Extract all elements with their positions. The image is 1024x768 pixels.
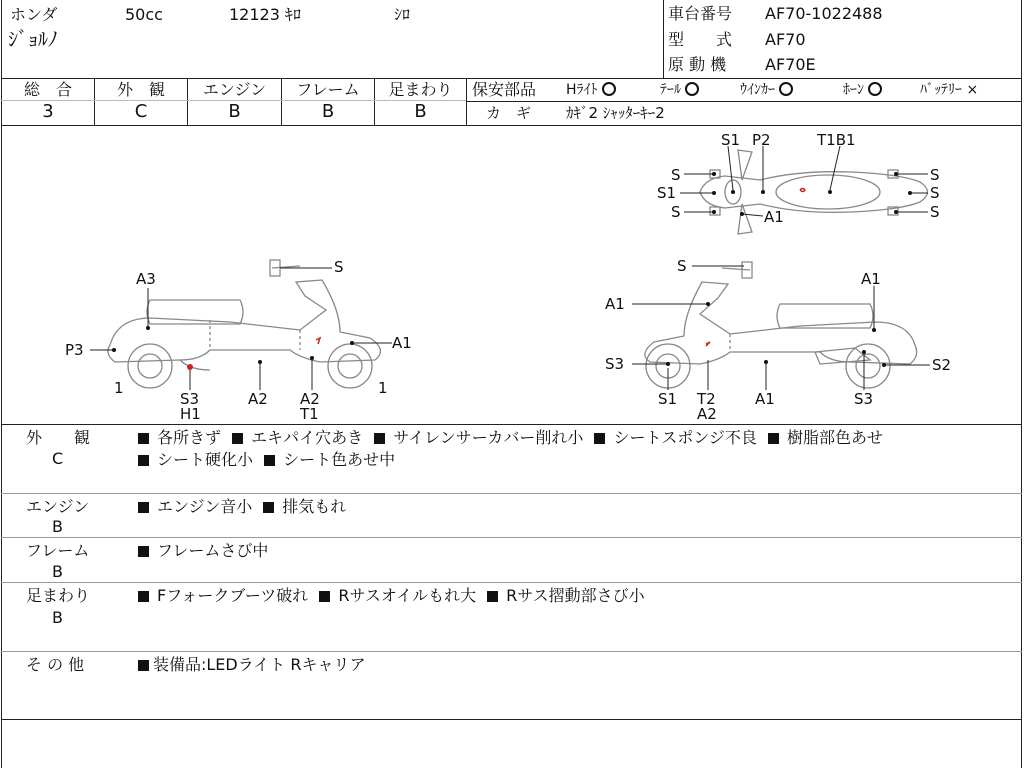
label-left-s: S xyxy=(334,258,344,276)
label-left-1a: 1 xyxy=(114,379,124,397)
label-top-a1: A1 xyxy=(764,208,784,226)
bullet-square-icon xyxy=(487,591,498,602)
detail-item: エンジン音小 xyxy=(157,497,253,516)
label-right-a1: A1 xyxy=(861,270,881,288)
detail-exterior-label: 外 観 xyxy=(26,428,91,447)
safety-battery xyxy=(920,80,978,100)
label-left-h1: H1 xyxy=(180,405,201,423)
suspension-grade: B xyxy=(414,101,427,122)
type-label: 型 式 xyxy=(668,30,733,49)
detail-rule-1 xyxy=(1,493,1022,494)
ok-circle-icon xyxy=(779,82,793,96)
bullet-square-icon xyxy=(138,455,149,466)
frame-no-label: 車台番号 xyxy=(668,4,733,23)
detail-frame-line xyxy=(138,540,268,562)
detail-item: 樹脂部色あせ xyxy=(787,428,884,447)
label-top-p2: P2 xyxy=(752,131,771,149)
detail-engine-label: エンジン xyxy=(26,497,90,516)
detail-item: 装備品:LEDライト Rキャリア xyxy=(153,655,366,674)
bullet-square-icon xyxy=(232,433,243,444)
detail-engine-grade: B xyxy=(52,517,63,536)
label-right-a2: A2 xyxy=(697,405,717,423)
label-top-s1: S1 xyxy=(721,131,741,149)
key-value: ｶｷﾞ2 ｼｬｯﾀｰｷｰ2 xyxy=(566,104,665,122)
bullet-square-icon xyxy=(263,502,274,513)
mileage-value: 12123 xyxy=(229,5,280,24)
battery-mark: × xyxy=(966,82,979,98)
bullet-square-icon xyxy=(768,433,779,444)
battery-label: ﾊﾞｯﾃﾘｰ xyxy=(920,82,962,98)
bullet-square-icon xyxy=(138,591,149,602)
diagram-bottom-rule xyxy=(1,424,1022,425)
horn-label: ﾎｰﾝ xyxy=(843,82,864,98)
detail-exterior-grade: C xyxy=(52,449,64,468)
detail-other-label: そ の 他 xyxy=(26,655,85,674)
mileage-unit: ｷﾛ xyxy=(285,5,302,24)
label-right-s3b: S3 xyxy=(854,390,874,408)
frame-grade: B xyxy=(321,101,335,122)
detail-item: Fフォークブーツ破れ xyxy=(157,586,309,605)
label-left-p3: P3 xyxy=(65,341,84,359)
detail-item: 排気もれ xyxy=(282,497,347,516)
overall-label: 総 合 xyxy=(23,80,72,99)
maker: ホンダ xyxy=(10,5,58,24)
detail-rule-3 xyxy=(1,582,1022,583)
detail-item: Rサスオイルもれ大 xyxy=(338,586,477,605)
bullet-square-icon xyxy=(138,546,149,557)
label-left-1b: 1 xyxy=(378,379,388,397)
headlight-label: Hﾗｲﾄ xyxy=(566,82,598,98)
label-left-a3: A3 xyxy=(136,270,156,288)
detail-item: シートスポンジ不良 xyxy=(613,428,757,447)
taillight-label: ﾃｰﾙ xyxy=(660,82,681,98)
label-right-s: S xyxy=(677,257,687,275)
detail-item: フレームさび中 xyxy=(157,541,269,560)
detail-suspension-line xyxy=(138,585,645,607)
detail-item: シート色あせ中 xyxy=(283,450,396,469)
displacement: 50cc xyxy=(125,5,163,24)
bullet-square-icon xyxy=(319,591,330,602)
exterior-grade: C xyxy=(134,101,148,122)
details-bottom-rule xyxy=(1,719,1022,720)
detail-suspension-grade: B xyxy=(52,608,63,627)
detail-frame-grade: B xyxy=(52,562,63,581)
label-right-t2: T2 xyxy=(697,390,716,408)
bullet-square-icon xyxy=(594,433,605,444)
engine-grade-label: エンジン xyxy=(202,80,267,99)
label-top-s1b: S1 xyxy=(657,184,677,202)
mileage xyxy=(229,5,301,25)
label-right-a1c: A1 xyxy=(755,390,775,408)
ok-circle-icon xyxy=(602,82,616,96)
safety-mid-rule xyxy=(466,101,1021,102)
label-right-a1b: A1 xyxy=(605,295,625,313)
label-top-s: S xyxy=(671,203,681,221)
header-divider xyxy=(663,0,664,78)
engine-model: AF70E xyxy=(765,55,816,74)
type: AF70 xyxy=(765,30,806,49)
safety-horn xyxy=(843,80,882,100)
frame-grade-label: フレーム xyxy=(296,80,360,99)
ok-circle-icon xyxy=(685,82,699,96)
safety-winker xyxy=(740,80,793,100)
label-left-a2b: A2 xyxy=(300,390,320,408)
exterior-label: 外 観 xyxy=(116,80,165,99)
detail-item: エキパイ穴あき xyxy=(251,428,364,447)
label-left-s3: S3 xyxy=(180,390,200,408)
detail-other-line xyxy=(138,654,365,676)
overall-grade: 3 xyxy=(42,101,54,122)
label-top-s: S xyxy=(930,166,940,184)
color: ｼﾛ xyxy=(394,5,411,24)
safety-label: 保安部品 xyxy=(472,80,537,99)
bullet-square-icon xyxy=(138,433,149,444)
bullet-square-icon xyxy=(138,502,149,513)
detail-exterior-line2 xyxy=(138,449,395,471)
label-right-s3: S3 xyxy=(605,355,625,373)
suspension-grade-label: 足まわり xyxy=(388,80,453,99)
label-top-s: S xyxy=(930,184,940,202)
engine-grade: B xyxy=(228,101,241,122)
detail-rule-4 xyxy=(1,651,1022,652)
model-name: ｼﾞｮﾙﾉ xyxy=(8,27,58,51)
frame-no: AF70-1022488 xyxy=(765,4,883,23)
engine-label: 原 動 機 xyxy=(668,55,727,74)
detail-frame-label: フレーム xyxy=(26,541,90,560)
ok-circle-icon xyxy=(868,82,882,96)
detail-item: Rサス摺動部さび小 xyxy=(506,586,645,605)
detail-item: シート硬化小 xyxy=(157,450,254,469)
grade-divider-5 xyxy=(466,78,467,125)
bullet-square-icon xyxy=(374,433,385,444)
header-bottom-rule xyxy=(1,78,1022,79)
detail-item: サイレンサーカバー削れ小 xyxy=(393,428,584,447)
label-left-a2: A2 xyxy=(248,390,268,408)
detail-exterior-line1 xyxy=(138,427,883,449)
bullet-square-icon xyxy=(138,660,149,671)
safety-headlight xyxy=(566,80,616,100)
key-label: カ ギ xyxy=(486,104,532,122)
detail-item: 各所きず xyxy=(157,428,222,447)
label-top-s: S xyxy=(671,166,681,184)
label-right-s2: S2 xyxy=(932,356,952,374)
label-top-s: S xyxy=(930,203,940,221)
detail-engine-line xyxy=(138,496,346,518)
label-left-a1: A1 xyxy=(392,334,412,352)
detail-rule-2 xyxy=(1,537,1022,538)
detail-suspension-label: 足まわり xyxy=(26,586,91,605)
label-left-t1: T1 xyxy=(300,405,319,423)
bullet-square-icon xyxy=(264,455,275,466)
label-right-s1: S1 xyxy=(658,390,678,408)
winker-label: ｳｲﾝｶｰ xyxy=(740,82,775,98)
safety-taillight xyxy=(660,80,699,100)
label-top-t1b1: T1B1 xyxy=(817,131,856,149)
